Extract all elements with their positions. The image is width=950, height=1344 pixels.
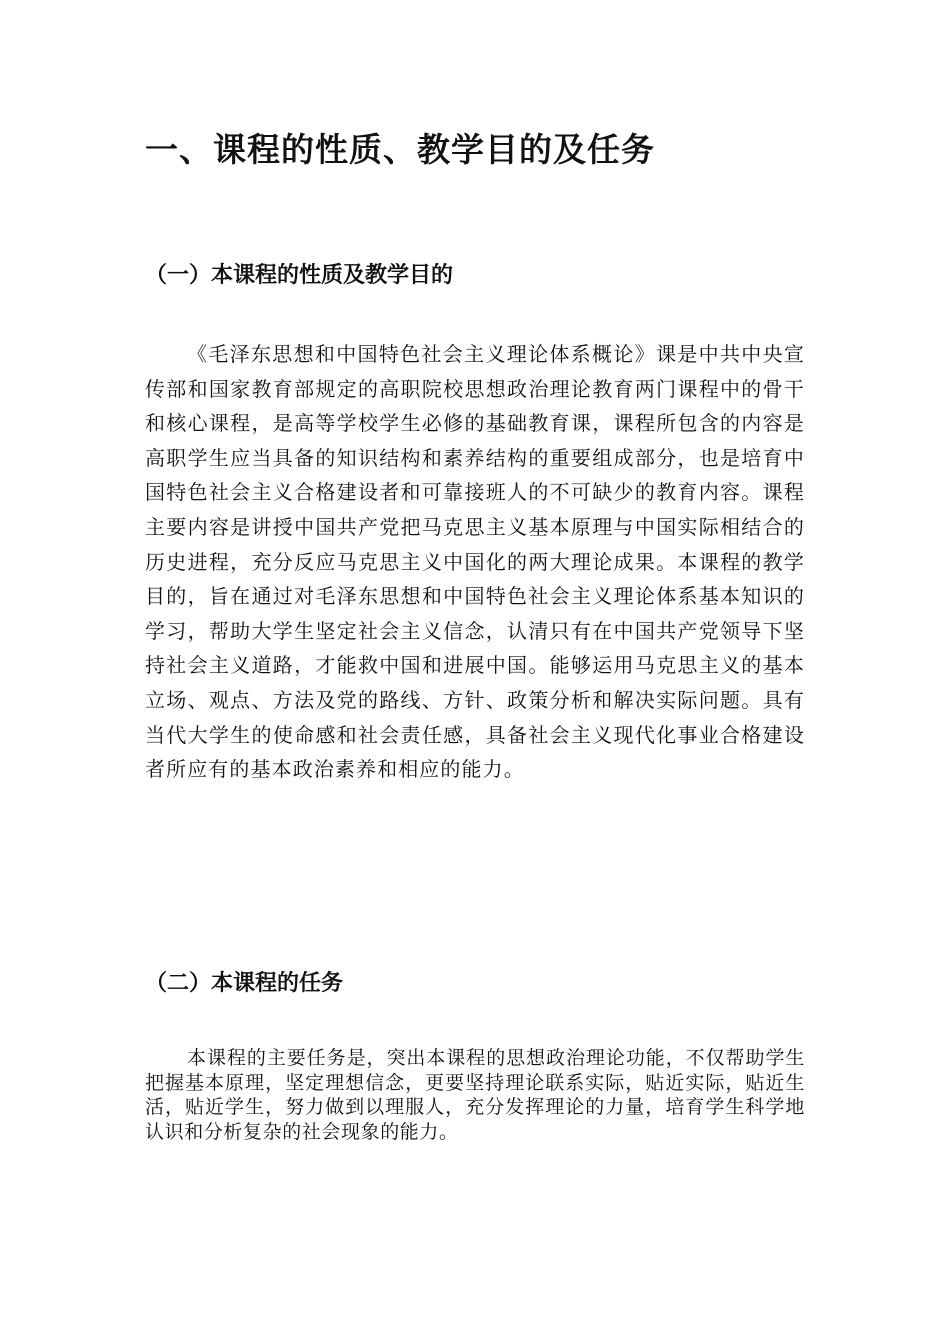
section-heading-tasks: （二）本课程的任务 xyxy=(145,970,344,996)
page-title: 一、课程的性质、教学目的及任务 xyxy=(145,130,655,169)
section-paragraph-tasks: 本课程的主要任务是，突出本课程的思想政治理论功能，不仅帮助学生把握基本原理，坚定理想信念，更要坚持理论联系实际，贴近实际，贴近生活，贴近学生，努力做到以理服人，充分发挥理论的力量，培育学生科学地认识和分析复杂的社会现象的能力。 xyxy=(145,1047,805,1143)
section-paragraph-nature-and-goals: 《毛泽东思想和中国特色社会主义理论体系概论》课是中共中央宣传部和国家教育部规定的高职院校思想政治理论教育两门课程中的骨干和核心课程，是高等学校学生必修的基础教育课，课程所包含的内容是高职学生应当具备的知识结构和素养结构的重要组成部分，也是培育中国特色社会主义合格建设者和可靠接班人的不可缺少的教育内容。课程主要内容是讲授中国共产党把马克思主义基本原理与中国实际相结合的历史进程，充分反应马克思主义中国化的两大理论成果。本课程的教学目的，旨在通过对毛泽东思想和中国特色社会主义理论体系基本知识的学习，帮助大学生坚定社会主义信念，认清只有在中国共产党领导下坚持社会主义道路，才能救中国和进展中国。能够运用马克思主义的基本立场、观点、方法及党的路线、方针、政策分析和解决实际问题。具有当代大学生的使命感和社会责任感，具备社会主义现代化事业合格建设者所应有的基本政治素养和相应的能力。 xyxy=(145,342,805,782)
section-heading-nature-and-goals: （一）本课程的性质及教学目的 xyxy=(145,262,454,288)
